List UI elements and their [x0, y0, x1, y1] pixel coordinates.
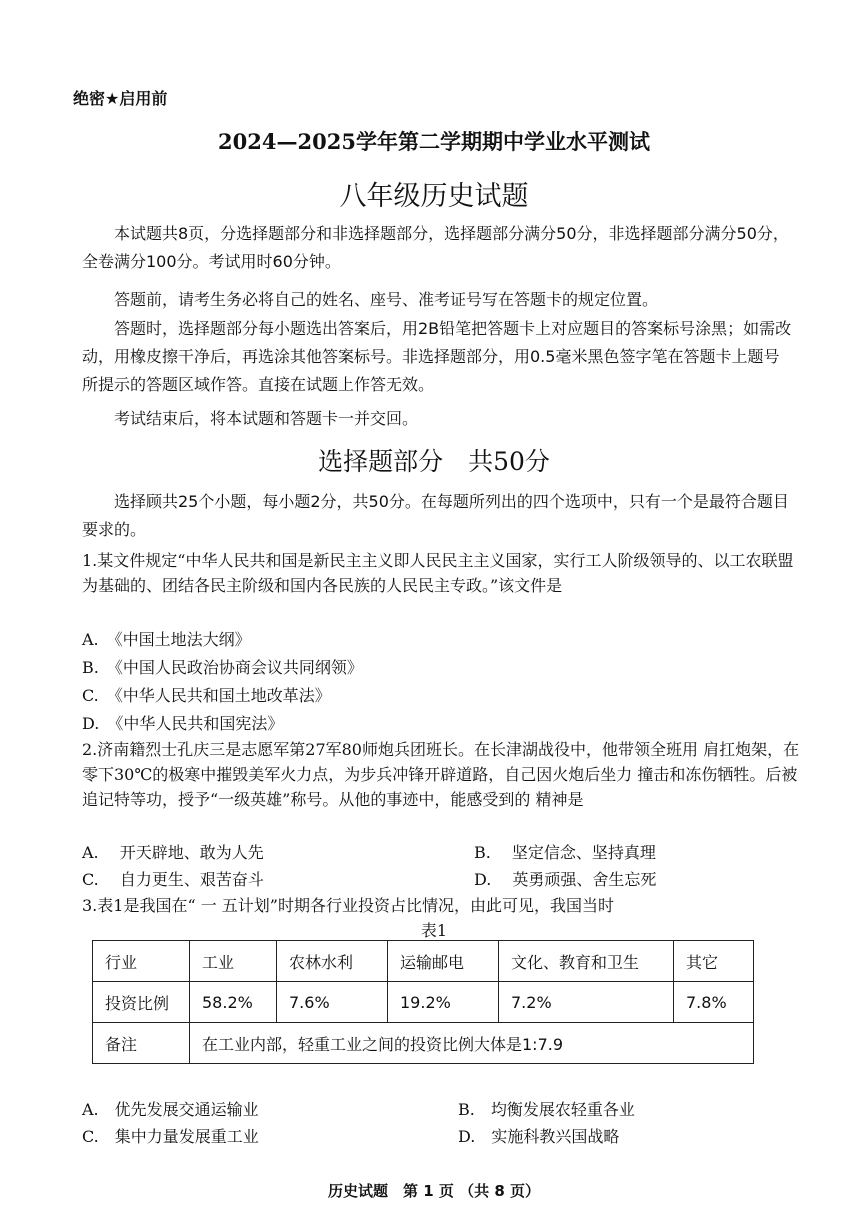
table-cell: 备注 [93, 1023, 190, 1064]
table-header-cell: 文化、教育和卫生 [499, 941, 674, 982]
question-stem: 1.某文件规定“中华人民共和国是新民主主义即人民民主主义国家，实行工人阶级领导的、以工农联盟为基础的、团结各民主阶级和国内各民族的人民民主专政。”该文件是 [82, 551, 794, 595]
option: C. 自力更生、艰苦奋斗 [82, 870, 264, 889]
table-cell: 58.2% [190, 982, 277, 1023]
table-header-cell: 行业 [93, 941, 190, 982]
table-row [93, 1023, 754, 1064]
instruction-paragraph: 答题前，请考生务必将自己的姓名、座号、准考证号写在答题卡的规定位置。 [114, 290, 659, 309]
instruction-paragraph: 本试题共8页，分选择题部分和非选择题部分，选择题部分满分50分，非选择题部分满分50分，全卷满分100分。考试用时60分钟。 [82, 224, 789, 271]
table-header-cell: 运输邮电 [388, 941, 499, 982]
table-cell: 投资比例 [93, 982, 190, 1023]
option: B. 均衡发展农轻重各业 [458, 1100, 635, 1119]
table-cell: 7.2% [499, 982, 674, 1023]
option: B. 《中国人民政治协商会议共同纲领》 [82, 658, 363, 677]
option: D. 实施科教兴国战略 [458, 1127, 620, 1146]
exam-title: 2024—2025学年第二学期期中学业水平测试 [218, 129, 650, 154]
table-note-cell: 在工业内部，轻重工业之间的投资比例大体是1:7.9 [190, 1023, 754, 1064]
table-cell: 7.8% [674, 982, 754, 1023]
table-cell: 7.6% [277, 982, 388, 1023]
section-title: 选择题部分 共50分 [318, 447, 550, 476]
investment-table [92, 940, 754, 1064]
instruction-paragraph: 答题时，选择题部分每小题选出答案后，用2B铅笔把答题卡上对应题目的答案标号涂黑；如需改动，用橡皮擦干净后，再选涂其他答案标号。非选择题部分，用0.5毫米黑色签字笔在答题卡上题号所提示的答题区域作答。直接在试题上作答无效。 [82, 319, 792, 394]
confidential-label: 绝密★启用前 [73, 89, 168, 108]
table-header-cell: 其它 [674, 941, 754, 982]
page-footer: 历史试题 第 1 页 （共 8 页） [328, 1182, 540, 1200]
question-stem: 3.表1是我国在“ 一 五计划”时期各行业投资占比情况，由此可见，我国当时 [82, 896, 614, 915]
option: A. 优先发展交通运输业 [82, 1100, 259, 1119]
table-row [93, 941, 754, 982]
option: D. 《中华人民共和国宪法》 [82, 714, 284, 733]
subject-title: 八年级历史试题 [339, 181, 529, 212]
table-row [93, 982, 754, 1023]
question-stem: 2.济南籍烈士孔庆三是志愿军第27军80师炮兵团班长。在长津湖战役中，他带领全班用 肩扛炮架，在零下30℃的极寒中摧毁美军火力点，为步兵冲锋开辟道路，自己因火炮后坐力 撞击和冻伤牺牲。后被追记特等功，授予“一级英雄”称号。从他的事迹中，能感受到的 精神是 [82, 740, 800, 809]
option: A. 《中国土地法大纲》 [82, 630, 251, 649]
table-header-cell: 工业 [190, 941, 277, 982]
table-caption: 表1 [420, 921, 448, 940]
table-header-cell: 农林水利 [277, 941, 388, 982]
table-cell: 19.2% [388, 982, 499, 1023]
option: A. 开天辟地、敢为人先 [82, 843, 264, 862]
option: B. 坚定信念、坚持真理 [474, 843, 656, 862]
option: D. 英勇顽强、舍生忘死 [474, 870, 657, 889]
section-intro: 选择顾共25个小题，每小题2分，共50分。在每题所列出的四个选项中，只有一个是最符合题目要求的。 [82, 492, 789, 539]
instruction-paragraph: 考试结束后，将本试题和答题卡一并交回。 [114, 409, 419, 428]
option: C. 《中华人民共和国土地改革法》 [82, 686, 331, 705]
option: C. 集中力量发展重工业 [82, 1127, 259, 1146]
